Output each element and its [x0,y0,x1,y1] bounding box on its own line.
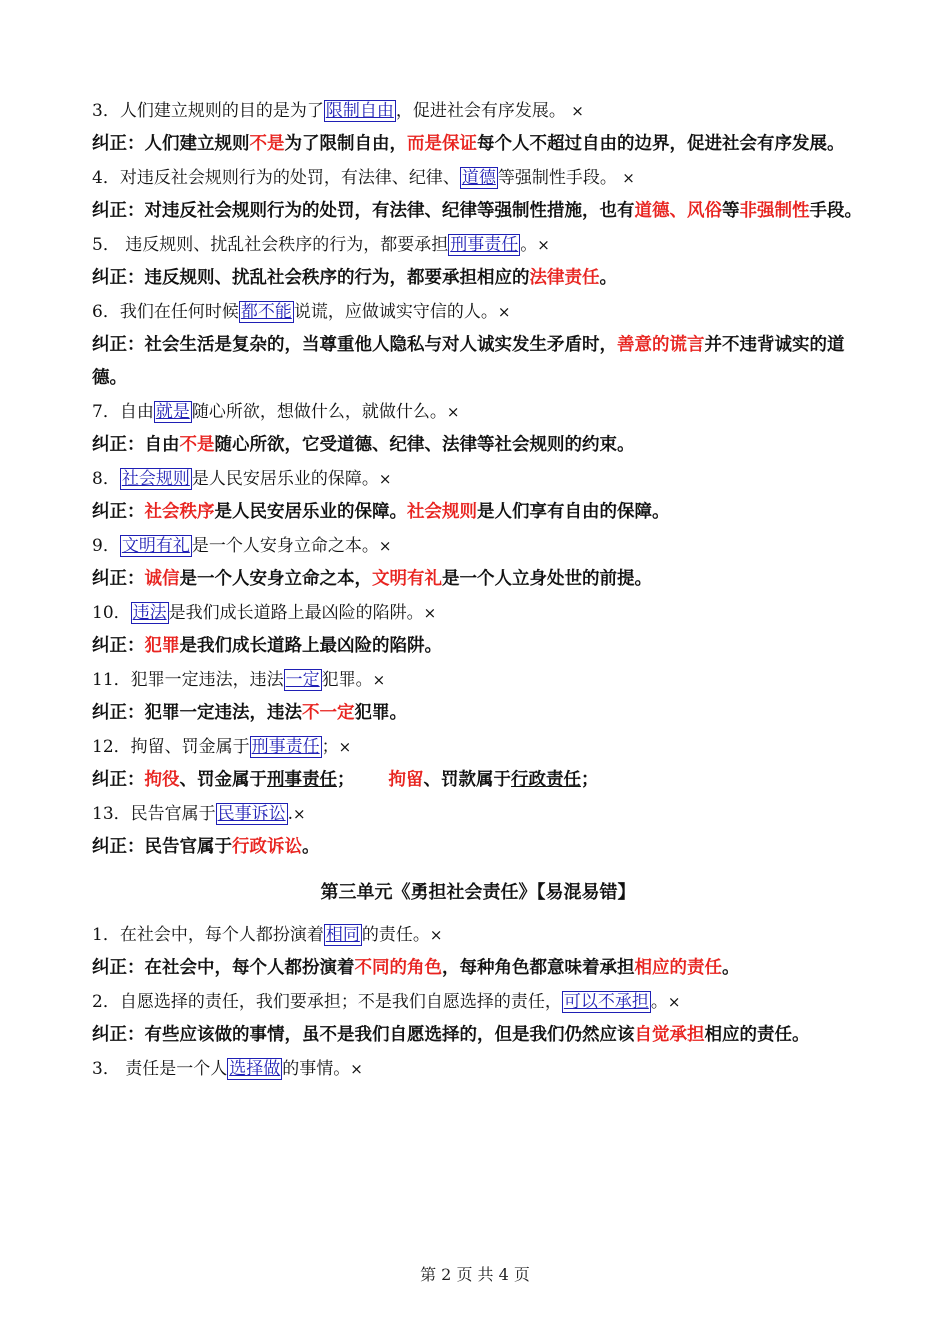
error-highlight: 限制自由 [325,101,394,121]
wrong-mark: × [497,303,511,321]
wrong-mark: × [571,102,584,120]
section-title: 第三单元《勇担社会责任》【易混易错】 [320,882,636,903]
correction-4: 纠正：对违反社会规则行为的处罚，有法律、纪律等强制性措施，也有道德、风俗等非强制性手段。 [92,201,862,221]
wrong-mark: × [378,470,392,488]
question-8: 8． 社会规则 是人民安居乐业的保障。× [92,469,392,489]
question-3: 3．人们建立规则的目的是为了 限制自由 ，促进社会有序发展。 × [92,101,584,121]
correction-11: 纠正：犯罪一定违法，违法不一定犯罪。 [92,703,407,723]
question-13: 13．民告官属于 民事诉讼 .× [92,804,306,824]
unit3-correction-1: 纠正：在社会中，每个人都扮演着不同的角色，每种角色都意味着承担相应的责任。 [92,958,740,978]
correction-9: 纠正：诚信是一个人安身立命之本，文明有礼是一个人立身处世的前提。 [92,569,652,589]
question-9: 9． 文明有礼 是一个人安身立命之本。× [92,536,392,556]
error-highlight: 违法 [132,603,167,623]
error-highlight: 社会规则 [121,469,190,489]
wrong-mark: × [372,671,386,689]
correction-13: 纠正：民告官属于行政诉讼。 [92,837,320,857]
unit3-question-2: 2．自愿选择的责任，我们要承担；不是我们自愿选择的责任， 可以不承担 。× [92,992,681,1012]
wrong-mark: × [622,169,635,187]
question-7: 7．自由 就是 随心所欲，想做什么，就做什么。× [92,402,460,422]
document-page [92,94,864,1086]
correction-7: 纠正：自由不是随心所欲，它受道德、纪律、法律等社会规则的约束。 [92,435,635,455]
correction-3: 纠正：人们建立规则不是为了限制自由，而是保证每个人不超过自由的边界，促进社会有序发展。 [92,134,845,154]
correction-8: 纠正：社会秩序是人民安居乐业的保障。社会规则是人们享有自由的保障。 [92,502,670,522]
correction-6: 纠正：社会生活是复杂的，当尊重他人隐私与对人诚实发生矛盾时，善意的谎言并不违背诚实的道德。 [92,335,845,388]
wrong-mark: × [378,537,392,555]
error-highlight: 就是 [155,402,190,422]
wrong-mark: × [667,993,681,1011]
question-4: 4．对违反社会规则行为的处罚，有法律、纪律、 道德 等强制性手段。 × [92,168,635,188]
error-highlight: 一定 [285,670,320,690]
error-highlight: 相同 [325,925,360,945]
question-11: 11．犯罪一定违法，违法 一定 犯罪。× [92,670,386,690]
unit3-correction-2: 纠正：有些应该做的事情，虽不是我们自愿选择的，但是我们仍然应该自觉承担相应的责任。 [92,1025,810,1045]
correction-5: 纠正：违反规则、扰乱社会秩序的行为，都要承担相应的法律责任。 [92,268,617,288]
wrong-mark: × [350,1060,363,1078]
wrong-mark: × [338,738,352,756]
error-highlight: 文明有礼 [121,536,190,556]
error-highlight: 刑事责任 [450,235,519,255]
unit3-question-3: 3． 责任是一个人 选择做 的事情。× [92,1059,363,1079]
correction-10: 纠正：犯罪是我们成长道路上最凶险的陷阱。 [92,636,442,656]
error-highlight: 都不能 [240,302,292,322]
page-footer: 第 2 页 共 4 页 [420,1265,530,1284]
error-highlight: 可以不承担 [563,992,649,1012]
error-highlight: 刑事责任 [251,737,320,757]
wrong-mark: × [537,236,550,254]
error-highlight: 道德 [461,168,496,188]
wrong-mark: × [293,805,306,823]
question-12: 12．拘留、罚金属于 刑事责任 ；× [92,737,352,757]
question-5: 5． 违反规则、扰乱社会秩序的行为，都要承担 刑事责任 。× [92,235,550,255]
error-highlight: 民事诉讼 [217,804,286,824]
wrong-mark: × [446,403,460,421]
error-highlight: 选择做 [229,1059,281,1079]
wrong-mark: × [423,604,437,622]
question-10: 10． 违法 是我们成长道路上最凶险的陷阱。× [92,603,437,623]
unit3-question-1: 1．在社会中，每个人都扮演着 相同 的责任。× [92,925,443,945]
wrong-mark: × [429,926,443,944]
correction-12: 纠正：拘役、罚金属于刑事责任； 拘留、罚款属于行政责任； [92,770,599,790]
question-6: 6．我们在任何时候 都不能 说谎，应做诚实守信的人。× [92,302,511,322]
